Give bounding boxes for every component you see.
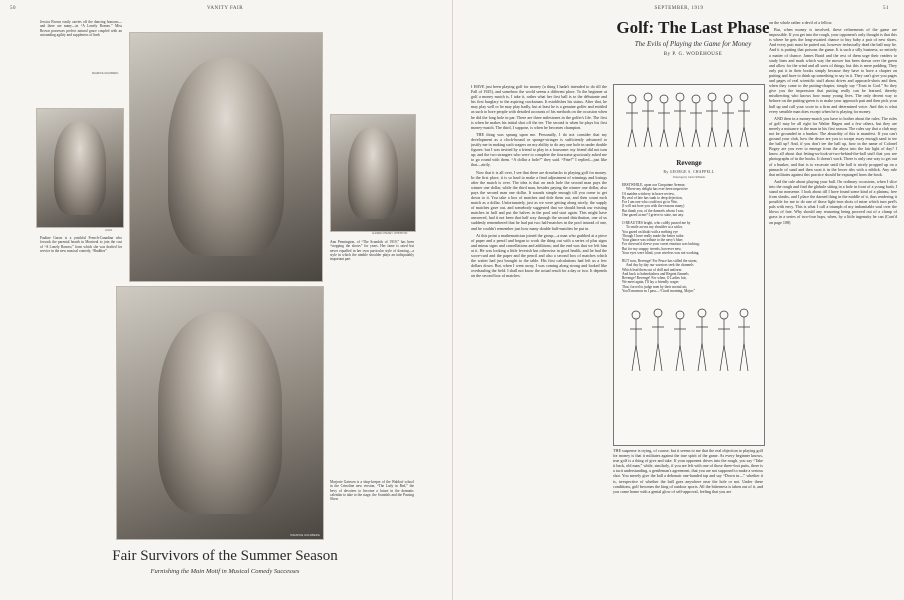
credit-jessica-brown: MAURICE GOLDBERG [92, 72, 119, 75]
photo-ann-pennington [330, 114, 416, 232]
col1-paragraph: Now that it is all over, I see that there are drawbacks to playing golf for money. In the first place, it is so hard to make a final adjustment of winnings and losings after the match is over. The idea is that on each hole the second man pays the winner one dollar, while the third man, besides paying the winner one dollar, also pays the second man one dollar. It sounds simple enough till you come to get down to it. You take a box of matches and dole them out, and then count each match as a dollar. Unfortunately, just as we were getting along nicely, the supply of matches gave out, and somebody suggested that we should break our existing matches in half and put the halves in the pool and start again. This might have answered, had it not been that half way through the second distribution, one of us suddenly remembered that he had put two half-matches in the pool instead of one, and he couldn't remember just how many double half-matches he put in. [471, 169, 607, 231]
poem-illustration-credit: Drawings by Glenn Williams [672, 176, 706, 179]
poem-line: Of maiden witchery in brave review, [622, 191, 675, 196]
article-column-2-bottom [613, 448, 763, 594]
photo-marjorie-gateson [116, 286, 324, 540]
poem-line: By zeal of late has sunk to deep dejection, [622, 195, 683, 200]
poem-line: Your glance was tribute to the navy's blue; [622, 238, 684, 243]
golfers-sketch-top [620, 89, 758, 155]
golfers-sketch-bottom [620, 301, 758, 381]
poem-line: O BEAUTIES bright, who coldly passed me by [622, 221, 691, 225]
col1-paragraph: I HAVE just been playing golf for money (a thing I hadn't intended to do till the Fall of 1925), and somehow the world seems a different place. To the beginner at golf a money match is, I take it, rather what her first ball is to the débutante and his first burglary to the aspiring cracksman. It establishes his status. After that, he may play well or he may play badly, but at least he is a genuine golfer and entitled as such to bore people with detailed accounts of his methods on the occasion when he did the long hole in par. There are three milestones in the golfer's life. The first is when he makes his initial shot off the tee. The second is when he plays his first money-match. The third, I suppose, is when he becomes champion. [471, 84, 607, 130]
poem-line: Your eyes were blind, your wireless was not working. [622, 251, 700, 256]
poem-stanza [622, 183, 756, 217]
credit-pauline-garon: LOGO [105, 229, 113, 232]
caption-jessica-brown: Jessica Brown easily carries off the dancing honours—and there are many—in “A Lonely Romeo.” Miss Brown possesses perfect natural grace coupled with an astounding agility and suppleness of limb [40, 20, 122, 37]
caption-pauline-garon: Pauline Garon is a youthful French-Canadian who forsook the parental hearth in Montreal to join the cast of “A Lonely Romeo,” from which she was drafted for service in the new musical comedy, “Buddies” [40, 236, 122, 253]
credit-marjorie-gateson: MAURICE GOLDBERG [290, 534, 320, 537]
credit-ann-pennington: ALFRED CHENEY JOHNSTON [372, 232, 408, 235]
right-folio-number: 51 [883, 6, 889, 11]
article-column-3 [769, 20, 897, 594]
poem-line: And back to haberdashers and Regent flannels [622, 271, 689, 276]
poem-line: Though I have really made the better tailor. [622, 233, 685, 238]
poem-line: But thank you, of the damsels whom I saw, [622, 208, 685, 213]
poem-line: ERSTWHILE, upon our Cinquinne Avenue, [622, 183, 686, 187]
poem-line: You gazed on khaki with a melting eye [622, 229, 679, 234]
left-folio-number: 50 [10, 6, 16, 11]
poem-line: To smile across my shoulder at a sailor, [626, 225, 683, 230]
col3-paragraph: But, when money is involved, these refinements of the game are impossible. If you get into the rough, your opponent's only thought is that this is where he gets the long-awaited chance to buy baby a pair of new shoes. And every putt must be putted out, however technically dead the ball may lie. And it is putting that poisons the game. It is such a silly business, so entirely a matter of chance. James Braid and the rest of them urge their readers to study lines and mark which way the mower has been drawn over the green and allow for the wind and all sorts of things, but this is mere padding. They only put it in their books simply because they have to have a chapter on putting and have to think up something to say in it. They can't give you pages and pages of real scientific stuff about drives and approach-shots and then, when they come to the putting-chapter, simply say “Trust in God.” So they give you the impression that putting really can be learned, thereby misdirecting who knows how many young lives. The only decent way to behave on the putting-green is to make your approach putt and then pick your ball up and call your score in a firm and determined voice. And this is what every sensible man does except when he is playing for money. [769, 27, 897, 114]
col3-paragraph: AND then in a money-match you have to bother about the rules. The rules of golf may be all right for Walter Hagen and a few others, but they are merely a nuisance to the man in his first season. The rules say that a club may not be grounded in a bunker. The absurdity of this is manifest. If you can't ground your club, how the deuce are you to scrape away enough sand to tee the ball up? And, if you don't tee the ball up, how in the name of Colonel Bogey are you ever to emerge from the abyss into the fair light of day? I know all about that letting-us-look-at-two-behind-the-ball stuff that you see photographs of in the books. It doesn't work. There is only one way to get out of a bunker, and that is to excavate until the ball is nicely propped up on a pinnacle of sand and then swat it in the lower ribs with a niblick. Any rule that militates against this practice should be expunged from the book. [769, 115, 897, 177]
poem-line: Revenge! Revenge! For when, O Ladies fair, [622, 276, 687, 281]
poem-line: BUT now, Revenge! For Peace has stilled the storm, [622, 259, 698, 263]
poem-line: For chevron'd sleeve your sweet emotion was lurking; [622, 242, 700, 247]
col2-paragraph: THE suspense is trying, of course, but it seems to me that the real objection to playing golf for money is that it militates against the true spirit of the game. As every beginner knows, true golf is a thing of give and take. If your opponent drives into the rough, you say “Take it back, old man,” while, similarly, if you are left with one of those three-foot putts, there is a tacit understanding, a gentleman's agreement, that you are not supposed to make a serious shot. You merely give the ball a debonair one-handed tap and say “Down in—” whether it is, irrespective of whether the ball goes anywhere near the hole or not. Under these conditions, golf becomes the king of outdoor sports. All the bitterness is taken out of it, and you come home with a genial glow of self-approval, feeling that you are [613, 448, 763, 494]
poem-line: One gazed at me? I grieve to state, not any. [622, 213, 684, 218]
poem-line: We meet again, I'll lay a friendly wager [622, 280, 679, 285]
poem-line: But for my snappy tweeds, however new, [622, 246, 682, 251]
article-title: Golf: The Last Phase [616, 18, 770, 37]
poem-author: By GEORGE S. CHAPPELL [663, 170, 715, 174]
col3-paragraph: And the rule about playing your ball. On ordinary occasions, when I slice into the rough and find the globule sitting in a hole in front of a young bush, I stand no nonsense. I look about till I have found some kind of a plateau, free from shrubs, and I place the darned thing in the middle of it, thus rendering it possible for me to do one of those light-iron shots of mine which turn peel's pals with envy. This is what I call a triumph of my indomitable soul over the blows of fate. Why should any reasoning being proceed out of a clump of grass in a series of two-four hops, when, by a little ingenuity he can (Cont'd on page 108) [769, 178, 897, 225]
right-running-head: SEPTEMBER, 1919 [654, 6, 704, 11]
left-page-title: Fair Survivors of the Summer Season [112, 548, 338, 564]
poem-line: For I am one who could not go to War, [622, 200, 678, 205]
col1-paragraph: At this point a mathematician joined the group—a man who grabbed at a piece of paper and a pencil and began to work the thing out with a series of plus signs and minus signs and cancellations and additions; and the end was that we left him at it. He was looking a little feverish but otherwise in good health, and he had the score-card and the paper and the pencil and also a second box of matches which the waiter had just brought to the table. His first calculations had left us a few dollars down. But, when I went away, I was coming along strong and looked like overhauling the field. I shall not know the actual result for a day or two. It depends on the second box of matches. [471, 232, 607, 279]
article-subtitle: The Evils of Playing the Game for Money [634, 40, 752, 48]
poem-stanza [622, 221, 756, 255]
poem-line: Where my delight has ever been inspective [626, 187, 688, 192]
photo-pauline-garon [36, 108, 124, 228]
poem-line: And day by day our warriors seek the channels [626, 263, 694, 268]
col3-paragraph: on the whole rather a devil of a fellow. [769, 20, 833, 25]
poem-line: (I will not bore you with the reasons many) [622, 204, 685, 209]
poem-box [613, 84, 765, 446]
poem-line: That, forced to judge men by their mortal air, [622, 284, 687, 289]
caption-ann-pennington: Ann Pennington, of “The Scandals of 1919,” has been “stopping the shows” for years. Her fame is rated but never equalled in her own particular style of dancing—a style in which the nimble shoulder plays an indisputably important part [330, 240, 414, 262]
poem-stanza [622, 259, 756, 293]
article-byline: By P. G. WODEHOUSE [663, 52, 723, 57]
left-page-subtitle: Furnishing the Main Motif in Musical Comedy Successes [150, 568, 300, 575]
left-running-head: VANITY FAIR [206, 6, 244, 11]
right-page [452, 0, 904, 600]
poem-title: Revenge [676, 159, 702, 167]
photo-main-portrait [129, 32, 323, 282]
caption-marjorie-gateson: Marjorie Gateson is a shop-keeper of the Waldorf school in the Crinoline new version, “The Lady in Red,” the bevy of devotees to become a future in the dramatic calendar to take to the stage, the Scandals and the Passing Show [330, 480, 414, 502]
poem-line: Which lead them out of drill and uniform [622, 267, 682, 272]
poem-line: You'll murmur as I pass—“Good morning, Major.” [622, 289, 696, 294]
col1-paragraph: THE thing was sprung upon me. Personally, I do not consider that my development as a clock-hound or sponge-stringer is sufficiently advanced to justify me in making such wagers on my ability to do any one hole in under double figures: but I was invited by a friend to play in a foursome: my friend did not turn up; and the two strangers who were to complete the foursome graciously asked me to go round with them. “A dollar a hole?” they said. “Fine!” I replied—just like that—airily. [471, 131, 607, 168]
article-column-1 [471, 84, 607, 594]
